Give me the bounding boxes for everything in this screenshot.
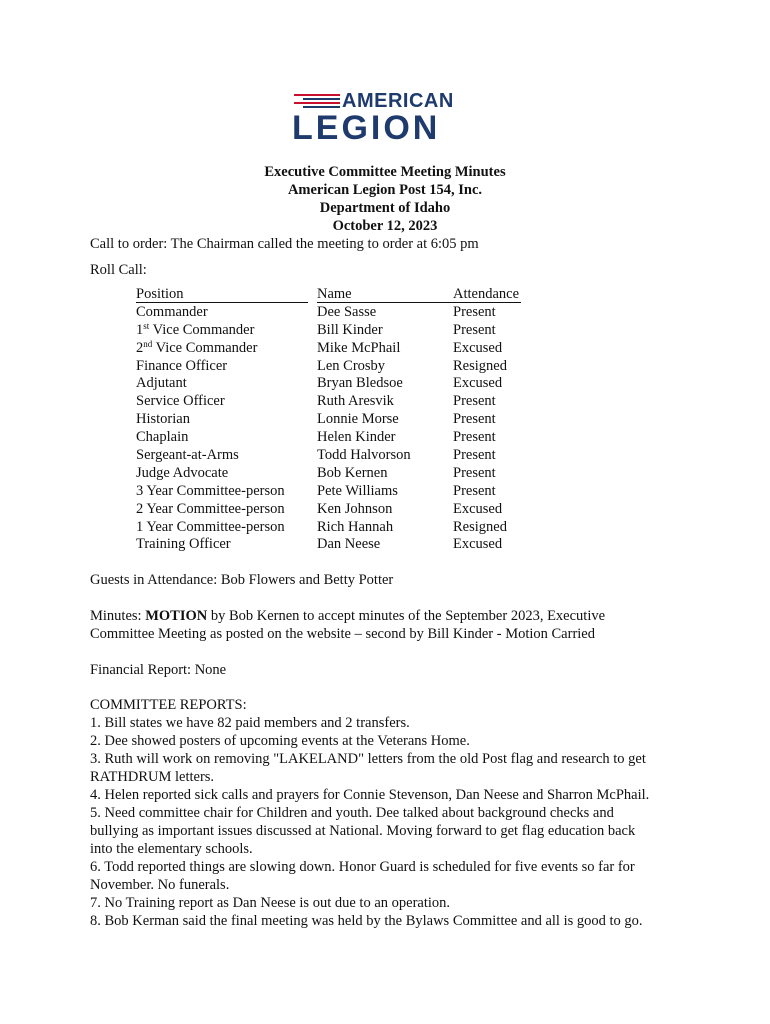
attendance-cell: Present: [453, 429, 496, 446]
minutes-paragraph: Minutes: MOTION by Bob Kernen to accept minutes of the September 2023, Executive Committee Meeting as posted on the website – second by Bill Kinder - Motion Carried: [90, 608, 606, 642]
guests-in-attendance: Guests in Attendance: Bob Flowers and Betty Potter: [90, 572, 394, 588]
report-line: 8. Bob Kerman said the final meeting was held by the Bylaws Committee and all is good to go.: [90, 913, 643, 929]
position-cell: 2 Year Committee-person: [136, 500, 285, 517]
attendance-cell: Present: [453, 321, 496, 338]
name-cell: Lonnie Morse: [317, 411, 399, 428]
position-cell: 2nd Vice Commander: [136, 338, 258, 356]
name-cell: Helen Kinder: [317, 429, 396, 446]
name-cell: Bryan Bledsoe: [317, 375, 403, 392]
committee-heading: COMMITTEE REPORTS:: [90, 697, 247, 713]
name-cell: Rich Hannah: [317, 518, 394, 535]
call-to-order: Call to order: The Chairman called the meeting to order at 6:05 pm: [90, 236, 479, 252]
position-cell: Service Officer: [136, 393, 225, 410]
report-line: 6. Todd reported things are slowing down. Honor Guard is scheduled for five events so far for: [90, 859, 635, 875]
position-column: [136, 286, 308, 554]
attendance-cell: Excused: [453, 500, 503, 517]
position-cell: Adjutant: [136, 375, 187, 392]
attendance-cell: Resigned: [453, 518, 507, 535]
attendance-cell: Present: [453, 482, 496, 499]
name-cell: Dee Sasse: [317, 303, 377, 320]
name-cell: Bill Kinder: [317, 321, 383, 338]
attendance-cell: Resigned: [453, 357, 507, 374]
report-line: 5. Need committee chair for Children and youth. Dee talked about background checks and: [90, 805, 614, 821]
name-cell: Dan Neese: [317, 536, 381, 553]
position-cell: 1st Vice Commander: [136, 320, 255, 338]
attendance-cell: Present: [453, 303, 496, 320]
attendance-cell: Excused: [453, 536, 503, 553]
position-header: Position: [136, 286, 308, 303]
attendance-cell: Present: [453, 464, 496, 481]
name-header: Name: [317, 286, 453, 303]
name-cell: Pete Williams: [317, 482, 398, 499]
report-line: 3. Ruth will work on removing "LAKELAND" letters from the old Post flag and research to get: [90, 751, 646, 767]
attendance-cell: Excused: [453, 339, 503, 356]
attendance-column: [453, 286, 521, 554]
name-column: [317, 286, 453, 554]
report-line: November. No funerals.: [90, 877, 230, 893]
position-cell: 3 Year Committee-person: [136, 482, 285, 499]
report-line: 4. Helen reported sick calls and prayers for Connie Stevenson, Dan Neese and Sharron McPhail.: [90, 787, 650, 803]
report-line: 1. Bill states we have 82 paid members and 2 transfers.: [90, 715, 410, 731]
logo-text-american: AMERICAN: [342, 90, 454, 112]
flag-stripes-icon: [294, 94, 340, 108]
report-line: RATHDRUM letters.: [90, 769, 215, 785]
position-cell: Judge Advocate: [136, 464, 229, 481]
position-cell: Training Officer: [136, 536, 231, 553]
report-line: 7. No Training report as Dan Neese is out due to an operation.: [90, 895, 451, 911]
position-cell: Commander: [136, 303, 208, 320]
document-title: Executive Committee Meeting Minutes: [264, 164, 506, 180]
attendance-cell: Present: [453, 393, 496, 410]
name-cell: Mike McPhail: [317, 339, 401, 356]
organization-name: American Legion Post 154, Inc.: [287, 182, 483, 198]
motion-label: MOTION: [145, 608, 208, 624]
report-line: bullying as important issues discussed at National. Moving forward to get flag education back: [90, 823, 636, 839]
report-line: 2. Dee showed posters of upcoming events at the Veterans Home.: [90, 733, 470, 749]
roll-call-label: Roll Call:: [90, 262, 147, 278]
position-cell: 1 Year Committee-person: [136, 518, 285, 535]
american-legion-logo: [292, 90, 478, 146]
name-cell: Bob Kernen: [317, 464, 388, 481]
financial-report: Financial Report: None: [90, 662, 227, 678]
meeting-date: October 12, 2023: [332, 218, 438, 234]
attendance-cell: Excused: [453, 375, 503, 392]
position-cell: Historian: [136, 411, 190, 428]
attendance-header: Attendance: [453, 286, 520, 302]
name-cell: Todd Halvorson: [317, 447, 411, 464]
committee-reports: [90, 696, 690, 930]
position-cell: Sergeant-at-Arms: [136, 447, 239, 464]
name-cell: Ken Johnson: [317, 500, 393, 517]
document-header: [0, 163, 770, 235]
department-name: Department of Idaho: [319, 200, 451, 216]
logo-text-legion: LEGION: [292, 109, 441, 147]
position-cell: Chaplain: [136, 429, 189, 446]
report-line: into the elementary schools.: [90, 841, 253, 857]
attendance-cell: Present: [453, 411, 496, 428]
position-cell: Finance Officer: [136, 357, 228, 374]
attendance-cell: Present: [453, 447, 496, 464]
name-cell: Len Crosby: [317, 357, 386, 374]
name-cell: Ruth Aresvik: [317, 393, 394, 410]
